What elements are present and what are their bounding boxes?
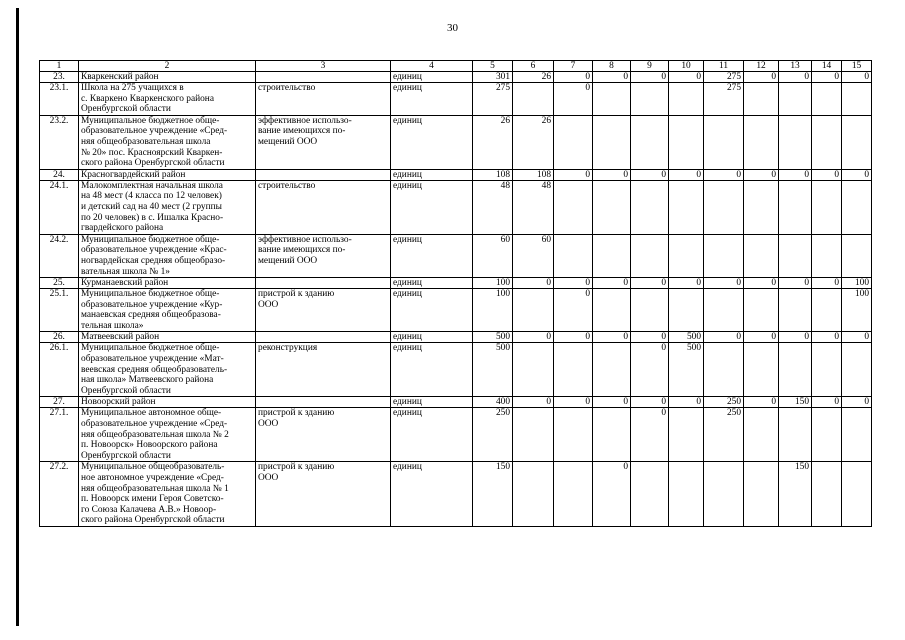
district-row bbox=[40, 397, 872, 408]
value-cell: 0 bbox=[842, 72, 872, 83]
column-number: 4 bbox=[391, 61, 473, 72]
row-number: 24. bbox=[40, 169, 79, 180]
value-cell: 26 bbox=[513, 115, 554, 169]
value-cell: 0 bbox=[744, 332, 779, 343]
value-cell bbox=[812, 115, 842, 169]
value-cell bbox=[842, 180, 872, 234]
value-cell: 26 bbox=[473, 115, 513, 169]
row-number: 25.1. bbox=[40, 289, 79, 332]
value-cell bbox=[513, 83, 554, 116]
value-cell: 100 bbox=[842, 289, 872, 332]
value-cell: 250 bbox=[704, 397, 744, 408]
value-cell: 0 bbox=[669, 397, 704, 408]
value-cell: 60 bbox=[513, 234, 554, 277]
value-cell bbox=[744, 234, 779, 277]
object-name: Муниципальное бюджетное обще- образовательное учреждение «Крас- ногвардейская средняя общеобразо- вательная школа № 1» bbox=[79, 234, 256, 277]
measure-type bbox=[256, 278, 391, 289]
row-number: 27. bbox=[40, 397, 79, 408]
value-cell: 0 bbox=[812, 332, 842, 343]
value-cell bbox=[812, 83, 842, 116]
measure-type: реконструкция bbox=[256, 343, 391, 397]
value-cell bbox=[554, 343, 593, 397]
value-cell bbox=[812, 462, 842, 527]
district-row bbox=[40, 332, 872, 343]
value-cell: 0 bbox=[593, 169, 631, 180]
value-cell: 0 bbox=[631, 343, 669, 397]
value-cell bbox=[779, 234, 812, 277]
district-row bbox=[40, 278, 872, 289]
unit-cell: единиц bbox=[391, 397, 473, 408]
value-cell: 0 bbox=[631, 278, 669, 289]
value-cell bbox=[554, 115, 593, 169]
value-cell: 0 bbox=[744, 278, 779, 289]
value-cell bbox=[513, 289, 554, 332]
value-cell: 0 bbox=[513, 332, 554, 343]
district-row bbox=[40, 169, 872, 180]
value-cell bbox=[812, 180, 842, 234]
value-cell: 100 bbox=[842, 278, 872, 289]
value-cell: 0 bbox=[631, 397, 669, 408]
value-cell bbox=[669, 462, 704, 527]
value-cell: 0 bbox=[669, 72, 704, 83]
measure-type bbox=[256, 332, 391, 343]
value-cell: 0 bbox=[593, 462, 631, 527]
column-number: 7 bbox=[554, 61, 593, 72]
object-name: Красногвардейский район bbox=[79, 169, 256, 180]
value-cell: 108 bbox=[473, 169, 513, 180]
row-number: 23.1. bbox=[40, 83, 79, 116]
value-cell bbox=[779, 83, 812, 116]
unit-cell: единиц bbox=[391, 72, 473, 83]
object-name: Новоорский район bbox=[79, 397, 256, 408]
value-cell: 500 bbox=[669, 332, 704, 343]
row-number: 23.2. bbox=[40, 115, 79, 169]
value-cell: 500 bbox=[473, 343, 513, 397]
value-cell bbox=[631, 180, 669, 234]
value-cell: 0 bbox=[812, 169, 842, 180]
value-cell bbox=[554, 180, 593, 234]
value-cell bbox=[842, 234, 872, 277]
value-cell bbox=[704, 343, 744, 397]
value-cell: 250 bbox=[473, 408, 513, 462]
column-number: 10 bbox=[669, 61, 704, 72]
column-number: 9 bbox=[631, 61, 669, 72]
value-cell: 60 bbox=[473, 234, 513, 277]
column-number: 13 bbox=[779, 61, 812, 72]
district-row bbox=[40, 72, 872, 83]
value-cell: 26 bbox=[513, 72, 554, 83]
value-cell: 0 bbox=[704, 332, 744, 343]
measure-type: эффективное использо- вание имеющихся по- мещений ООО bbox=[256, 115, 391, 169]
unit-cell: единиц bbox=[391, 332, 473, 343]
column-number: 14 bbox=[812, 61, 842, 72]
value-cell bbox=[593, 234, 631, 277]
column-number: 12 bbox=[744, 61, 779, 72]
value-cell bbox=[513, 462, 554, 527]
value-cell bbox=[593, 408, 631, 462]
value-cell bbox=[842, 343, 872, 397]
value-cell bbox=[704, 115, 744, 169]
value-cell: 0 bbox=[631, 72, 669, 83]
measure-type: пристрой к зданию ООО bbox=[256, 462, 391, 527]
value-cell: 48 bbox=[513, 180, 554, 234]
unit-cell: единиц bbox=[391, 408, 473, 462]
value-cell: 0 bbox=[779, 72, 812, 83]
value-cell: 0 bbox=[631, 332, 669, 343]
value-cell bbox=[669, 289, 704, 332]
value-cell bbox=[842, 462, 872, 527]
value-cell: 0 bbox=[554, 397, 593, 408]
value-cell: 275 bbox=[473, 83, 513, 116]
value-cell bbox=[744, 180, 779, 234]
value-cell bbox=[842, 83, 872, 116]
value-cell bbox=[669, 234, 704, 277]
measure-type: эффективное использо- вание имеющихся по- мещений ООО bbox=[256, 234, 391, 277]
column-number: 5 bbox=[473, 61, 513, 72]
value-cell: 301 bbox=[473, 72, 513, 83]
value-cell: 0 bbox=[744, 169, 779, 180]
value-cell: 0 bbox=[704, 278, 744, 289]
value-cell bbox=[812, 289, 842, 332]
value-cell bbox=[554, 408, 593, 462]
value-cell bbox=[593, 115, 631, 169]
value-cell: 0 bbox=[554, 169, 593, 180]
value-cell bbox=[669, 408, 704, 462]
value-cell: 0 bbox=[554, 83, 593, 116]
value-cell: 0 bbox=[631, 408, 669, 462]
facility-row bbox=[40, 408, 872, 462]
object-name: Муниципальное бюджетное обще- образовательное учреждение «Сред- няя общеобразовательная школа № 20» пос. Красноярский Кваркен- ского района Оренбургской области bbox=[79, 115, 256, 169]
value-cell: 0 bbox=[744, 72, 779, 83]
value-cell bbox=[513, 343, 554, 397]
object-name: Муниципальное общеобразователь- ное автономное учреждение «Сред- няя общеобразовательная школа № 1 п. Новоорск имени Героя Советско- го Союза Калачева А.В.» Новоор- ского района Оренбургской области bbox=[79, 462, 256, 527]
unit-cell: единиц bbox=[391, 278, 473, 289]
row-number: 24.2. bbox=[40, 234, 79, 277]
value-cell bbox=[812, 343, 842, 397]
column-number: 1 bbox=[40, 61, 79, 72]
value-cell: 0 bbox=[631, 169, 669, 180]
object-name: Школа на 275 учащихся в с. Кваркено Кваркенского района Оренбургской области bbox=[79, 83, 256, 116]
value-cell bbox=[513, 408, 554, 462]
column-number-row bbox=[40, 61, 872, 72]
value-cell: 0 bbox=[779, 169, 812, 180]
value-cell bbox=[704, 462, 744, 527]
unit-cell: единиц bbox=[391, 83, 473, 116]
row-number: 26.1. bbox=[40, 343, 79, 397]
value-cell bbox=[779, 289, 812, 332]
object-name: Муниципальное бюджетное обще- образовательное учреждение «Мат- веевская средняя общеобразователь- ная школа» Матвеевского района Оренбургской области bbox=[79, 343, 256, 397]
value-cell: 0 bbox=[669, 278, 704, 289]
value-cell bbox=[704, 180, 744, 234]
value-cell: 0 bbox=[842, 397, 872, 408]
row-number: 27.2. bbox=[40, 462, 79, 527]
value-cell: 150 bbox=[779, 462, 812, 527]
value-cell: 400 bbox=[473, 397, 513, 408]
value-cell: 150 bbox=[779, 397, 812, 408]
object-name: Курманаевский район bbox=[79, 278, 256, 289]
value-cell bbox=[704, 234, 744, 277]
column-number: 8 bbox=[593, 61, 631, 72]
value-cell: 0 bbox=[812, 397, 842, 408]
value-cell: 0 bbox=[593, 332, 631, 343]
value-cell: 0 bbox=[513, 397, 554, 408]
measure-type: пристрой к зданию ООО bbox=[256, 408, 391, 462]
value-cell: 0 bbox=[554, 72, 593, 83]
value-cell: 275 bbox=[704, 72, 744, 83]
table-body bbox=[40, 61, 872, 527]
row-number: 26. bbox=[40, 332, 79, 343]
left-margin-bar bbox=[16, 8, 19, 626]
unit-cell: единиц bbox=[391, 169, 473, 180]
facility-row bbox=[40, 115, 872, 169]
value-cell: 0 bbox=[842, 332, 872, 343]
column-number: 3 bbox=[256, 61, 391, 72]
unit-cell: единиц bbox=[391, 115, 473, 169]
value-cell bbox=[744, 408, 779, 462]
measure-type: пристрой к зданию ООО bbox=[256, 289, 391, 332]
value-cell bbox=[554, 462, 593, 527]
page-number: 30 bbox=[447, 22, 458, 34]
value-cell: 48 bbox=[473, 180, 513, 234]
row-number: 25. bbox=[40, 278, 79, 289]
value-cell bbox=[669, 83, 704, 116]
value-cell: 250 bbox=[704, 408, 744, 462]
value-cell bbox=[744, 289, 779, 332]
value-cell: 0 bbox=[842, 169, 872, 180]
value-cell bbox=[812, 234, 842, 277]
value-cell bbox=[812, 408, 842, 462]
value-cell bbox=[631, 115, 669, 169]
row-number: 23. bbox=[40, 72, 79, 83]
value-cell bbox=[631, 234, 669, 277]
value-cell: 0 bbox=[554, 289, 593, 332]
value-cell bbox=[554, 234, 593, 277]
value-cell: 0 bbox=[744, 397, 779, 408]
value-cell: 500 bbox=[473, 332, 513, 343]
value-cell: 100 bbox=[473, 289, 513, 332]
value-cell bbox=[779, 343, 812, 397]
value-cell: 0 bbox=[812, 278, 842, 289]
value-cell bbox=[631, 289, 669, 332]
value-cell bbox=[779, 180, 812, 234]
value-cell: 0 bbox=[779, 332, 812, 343]
measure-type bbox=[256, 397, 391, 408]
value-cell bbox=[704, 289, 744, 332]
unit-cell: единиц bbox=[391, 234, 473, 277]
value-cell: 108 bbox=[513, 169, 554, 180]
measure-type bbox=[256, 169, 391, 180]
unit-cell: единиц bbox=[391, 180, 473, 234]
value-cell bbox=[842, 408, 872, 462]
facility-row bbox=[40, 83, 872, 116]
measure-type bbox=[256, 72, 391, 83]
value-cell bbox=[631, 83, 669, 116]
value-cell bbox=[669, 115, 704, 169]
value-cell bbox=[744, 343, 779, 397]
value-cell: 0 bbox=[779, 278, 812, 289]
value-cell: 0 bbox=[669, 169, 704, 180]
facility-row bbox=[40, 234, 872, 277]
facility-row bbox=[40, 462, 872, 527]
value-cell: 0 bbox=[812, 72, 842, 83]
facility-row bbox=[40, 289, 872, 332]
value-cell: 0 bbox=[554, 278, 593, 289]
column-number: 15 bbox=[842, 61, 872, 72]
value-cell bbox=[593, 83, 631, 116]
value-cell bbox=[779, 408, 812, 462]
value-cell bbox=[842, 115, 872, 169]
value-cell bbox=[779, 115, 812, 169]
value-cell: 0 bbox=[593, 72, 631, 83]
object-name: Матвеевский район bbox=[79, 332, 256, 343]
value-cell: 275 bbox=[704, 83, 744, 116]
unit-cell: единиц bbox=[391, 343, 473, 397]
value-cell bbox=[593, 289, 631, 332]
measure-type: строительство bbox=[256, 83, 391, 116]
value-cell bbox=[744, 115, 779, 169]
unit-cell: единиц bbox=[391, 462, 473, 527]
value-cell: 0 bbox=[704, 169, 744, 180]
object-name: Кваркенский район bbox=[79, 72, 256, 83]
column-number: 6 bbox=[513, 61, 554, 72]
value-cell: 0 bbox=[554, 332, 593, 343]
facility-row bbox=[40, 343, 872, 397]
column-number: 11 bbox=[704, 61, 744, 72]
row-number: 27.1. bbox=[40, 408, 79, 462]
value-cell: 500 bbox=[669, 343, 704, 397]
value-cell bbox=[593, 343, 631, 397]
object-name: Муниципальное бюджетное обще- образовательное учреждение «Кур- манаевская средняя общеобразова- тельная школа» bbox=[79, 289, 256, 332]
unit-cell: единиц bbox=[391, 289, 473, 332]
value-cell bbox=[669, 180, 704, 234]
object-name: Малокомплектная начальная школа на 48 мест (4 класса по 12 человек) и детский сад на 40 мест (2 группы по 20 человек) в с. Ишалка Красно- гвардейского района bbox=[79, 180, 256, 234]
facility-row bbox=[40, 180, 872, 234]
value-cell: 100 bbox=[473, 278, 513, 289]
value-cell bbox=[744, 462, 779, 527]
value-cell bbox=[593, 180, 631, 234]
value-cell: 150 bbox=[473, 462, 513, 527]
value-cell: 0 bbox=[513, 278, 554, 289]
measure-type: строительство bbox=[256, 180, 391, 234]
column-number: 2 bbox=[79, 61, 256, 72]
value-cell: 0 bbox=[593, 397, 631, 408]
value-cell bbox=[631, 462, 669, 527]
data-table bbox=[39, 60, 872, 527]
value-cell bbox=[744, 83, 779, 116]
value-cell: 0 bbox=[593, 278, 631, 289]
object-name: Муниципальное автономное обще- образовательное учреждение «Сред- няя общеобразовательная школа № 2 п. Новоорск» Новоорского района Оренбургской области bbox=[79, 408, 256, 462]
row-number: 24.1. bbox=[40, 180, 79, 234]
